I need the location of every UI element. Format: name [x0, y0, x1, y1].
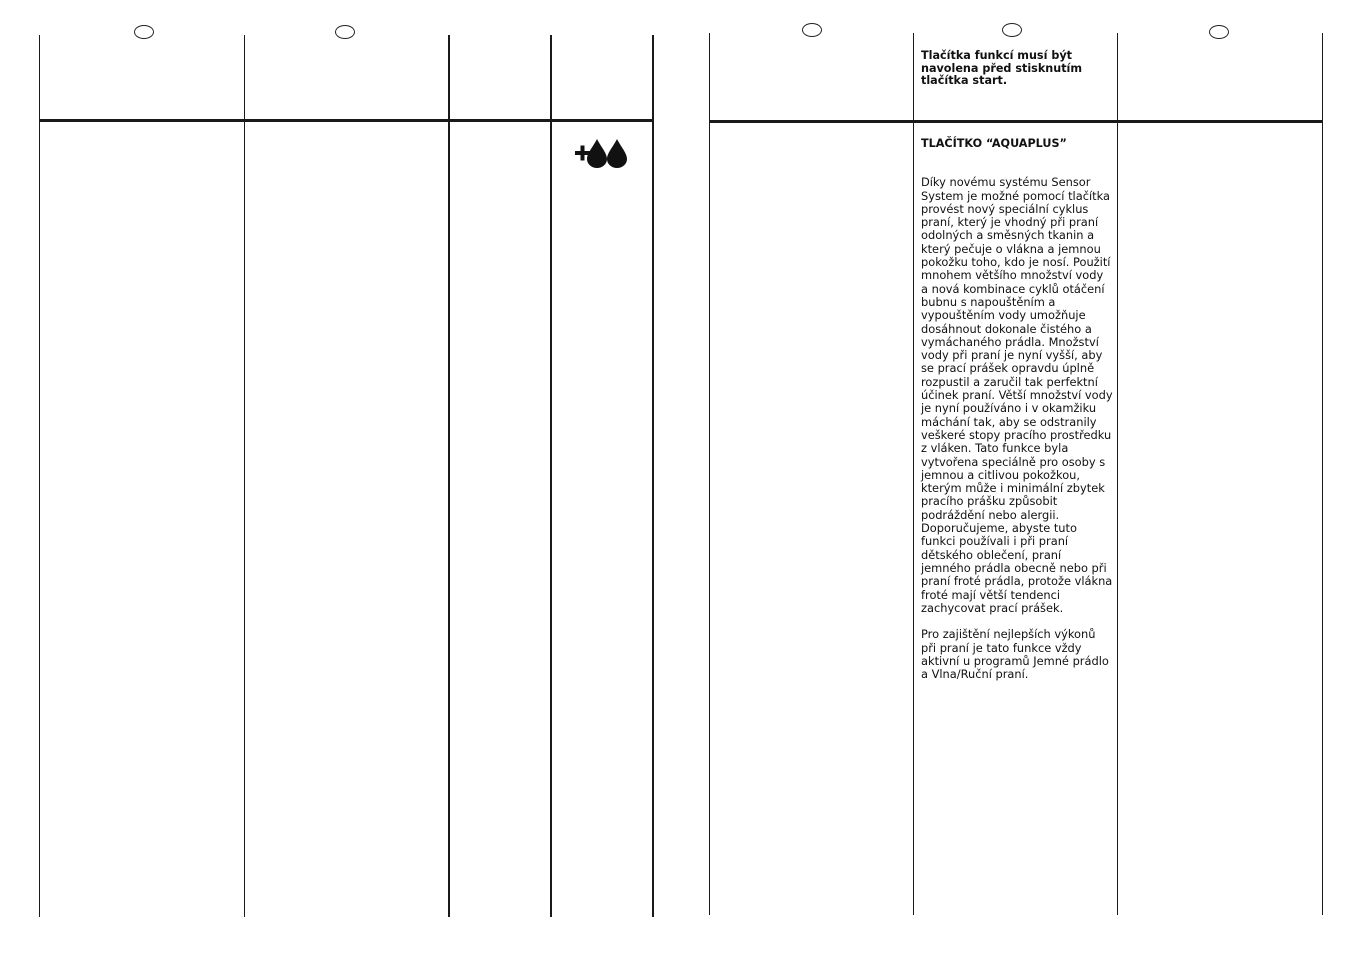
- language-oval-icon: [1209, 25, 1229, 39]
- header-rule: [40, 119, 653, 122]
- language-oval-icon: [802, 23, 822, 37]
- column-rule: [913, 33, 914, 915]
- column-rule: [550, 35, 552, 917]
- column-rule: [709, 33, 710, 915]
- language-oval-icon: [1002, 23, 1022, 37]
- column-rule: [39, 35, 40, 917]
- column-rule: [652, 35, 654, 917]
- column-rule: [448, 35, 450, 917]
- column-rule: [1117, 33, 1118, 915]
- aquaplus-description: [921, 163, 1113, 682]
- language-oval-icon: [335, 25, 355, 39]
- description-paragraph: Pro zajištění nejlepších výkonů při praní je tato funkce vždy aktivní u programů Jemné prádlo a Vlna/Ruční praní.: [921, 627, 1109, 682]
- section-heading: TLAČÍTKO “AQUAPLUS”: [921, 137, 1067, 150]
- function-buttons-note: Tlačítka funkcí musí být navolena před stisknutím tlačítka start.: [921, 49, 1083, 87]
- description-paragraph: Díky novému systému Sensor System je možné pomocí tlačítka provést nový speciální cyklus praní, který je vhodný při praní odolných a směsných tkanin a který pečuje o vlákna a jemnou pokožku toho, kdo je nosí. Použití mnohem většího množství vody a nová kombinace cyklů otáčení bubnu s napouštěním a vypouštěním vody umožňuje dosáhnout dokonale čistého a vymáchaného prádla. Množství vody při praní je nyní vyšší, aby se prací prášek opravdu úplně rozpustil a zaručil tak perfektní účinek praní. Větší množství vody je nyní používáno i v okamžiku máchání tak, aby se odstranily veškeré stopy pracího prostředku z vláken. Tato funkce byla vytvořena speciálně pro osoby s jemnou a citlivou pokožkou, kterým může i minimální zbytek pracího prášku způsobit podráždění nebo alergii. Doporučujeme, abyste tuto funkci používali i při praní dětského oblečení, praní jemného prádla obecně nebo při praní froté prádla, protože vlákna froté mají větší tendenci zachycovat prací prášek.: [921, 175, 1113, 615]
- header-rule: [709, 120, 1323, 123]
- column-rule: [244, 35, 245, 917]
- language-oval-icon: [134, 25, 154, 39]
- column-rule: [1322, 33, 1323, 915]
- aquaplus-icon: [575, 138, 627, 168]
